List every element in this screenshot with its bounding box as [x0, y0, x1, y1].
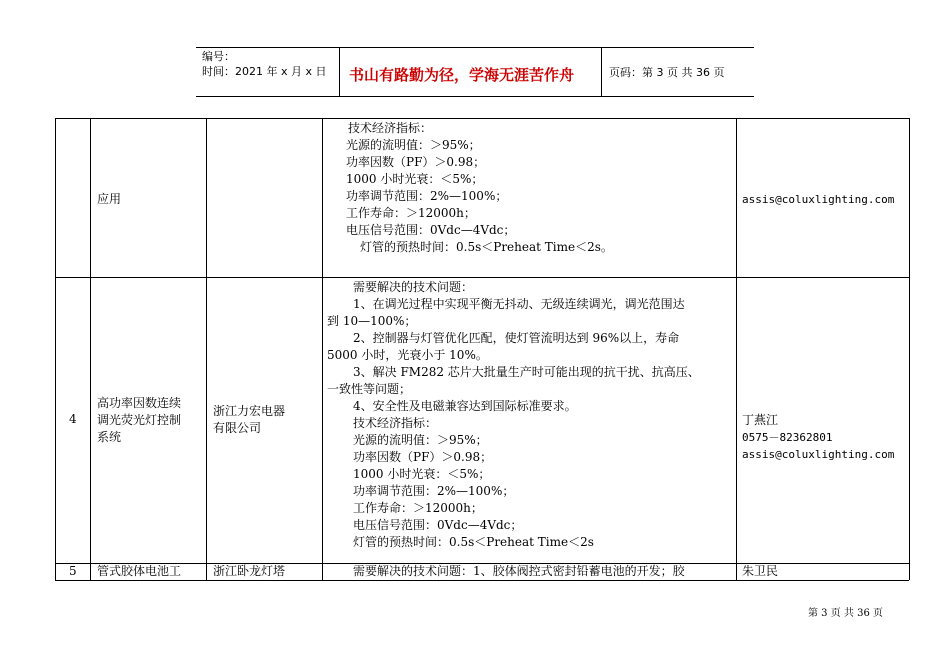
header-top-border [196, 47, 754, 48]
detail-line: 技术经济指标： [348, 121, 433, 135]
detail-line: 需要解决的技术问题： [353, 280, 474, 294]
contact-name: 丁燕江 [742, 413, 779, 427]
row-contact-email: assis@coluxlighting.com [742, 193, 895, 206]
table-border-bottom [55, 580, 909, 581]
name-line: 调光荧光灯控制 [97, 413, 182, 427]
detail-line: 光源的流明值：＞95%； [346, 138, 481, 152]
company-line: 浙江力宏电器 [213, 404, 286, 418]
row-details [348, 120, 613, 256]
detail-line: 电压信号范围：0Vdc—4Vdc； [353, 518, 523, 532]
row-contact [742, 412, 894, 463]
page-footer: 第 3 页 共 36 页 [808, 608, 883, 619]
detail-line: 1000 小时光衰：＜5%； [353, 467, 491, 481]
header-divider-left [339, 47, 340, 96]
detail-line: 工作寿命：＞12000h； [353, 501, 483, 515]
company-line: 有限公司 [213, 421, 262, 435]
table-row-divider [55, 277, 909, 278]
header-motto: 书山有路勤为径，学海无涯苦作舟 [349, 66, 575, 84]
name-line: 高功率因数连续 [97, 396, 182, 410]
table-col-border [322, 118, 323, 580]
header-divider-right [601, 47, 602, 96]
row-number: 5 [69, 564, 77, 578]
contact-email: assis@coluxlighting.com [742, 448, 895, 461]
detail-line: 功率因数（PF）＞0.98； [353, 450, 493, 464]
detail-line: 灯管的预热时间：0.5s＜Preheat Time＜2s [353, 535, 594, 549]
detail-line: 一致性等问题； [327, 382, 412, 396]
row-company [213, 403, 285, 437]
row-project-name: 应用 [97, 192, 122, 206]
detail-line: 工作寿命：＞12000h； [346, 206, 476, 220]
header-bottom-border [196, 96, 754, 97]
row-number: 4 [69, 412, 77, 426]
row-details [327, 279, 700, 551]
detail-line: 到 10—100%； [327, 314, 417, 328]
table-col-border [909, 118, 910, 580]
row-details: 需要解决的技术问题：1、胶体阀控式密封铅蓄电池的开发；胶 [353, 564, 685, 578]
header-time-label: 时间：2021 年 x 月 x 日 [202, 65, 327, 78]
detail-line: 灯管的预热时间：0.5s＜Preheat Time＜2s。 [360, 240, 613, 254]
table-border-top [55, 118, 909, 119]
row-project-name: 管式胶体电池工 [97, 564, 182, 578]
row-company: 浙江卧龙灯塔 [213, 564, 286, 578]
name-line: 系统 [97, 430, 122, 444]
detail-line: 技术经济指标： [353, 416, 438, 430]
row-project-name [97, 395, 181, 446]
header-page-label: 页码：第 3 页 共 36 页 [609, 66, 725, 79]
row-contact: 朱卫民 [742, 564, 779, 578]
detail-line: 4、安全性及电磁兼容达到国际标准要求。 [353, 399, 577, 413]
table-col-border [90, 118, 91, 580]
detail-line: 1、在调光过程中实现平衡无抖动、无级连续调光，调光范围达 [353, 297, 685, 311]
detail-line: 5000 小时，光衰小于 10%。 [327, 348, 488, 362]
table-col-border [55, 118, 56, 580]
detail-line: 2、控制器与灯管优化匹配，使灯管流明达到 96%以上，寿命 [353, 331, 680, 345]
detail-line: 功率因数（PF）＞0.98； [346, 155, 486, 169]
detail-line: 功率调节范围：2%—100%； [346, 189, 508, 203]
detail-line: 光源的流明值：＞95%； [353, 433, 488, 447]
contact-phone: 0575－82362801 [742, 431, 833, 444]
header-number-label: 编号： [202, 50, 235, 63]
table-col-border [206, 118, 207, 580]
detail-line: 3、解决 FM282 芯片大批量生产时可能出现的抗干扰、抗高压、 [353, 365, 700, 379]
detail-line: 功率调节范围：2%—100%； [353, 484, 515, 498]
detail-line: 1000 小时光衰：＜5%； [346, 172, 484, 186]
detail-line: 电压信号范围：0Vdc—4Vdc； [346, 223, 516, 237]
table-col-border [736, 118, 737, 580]
